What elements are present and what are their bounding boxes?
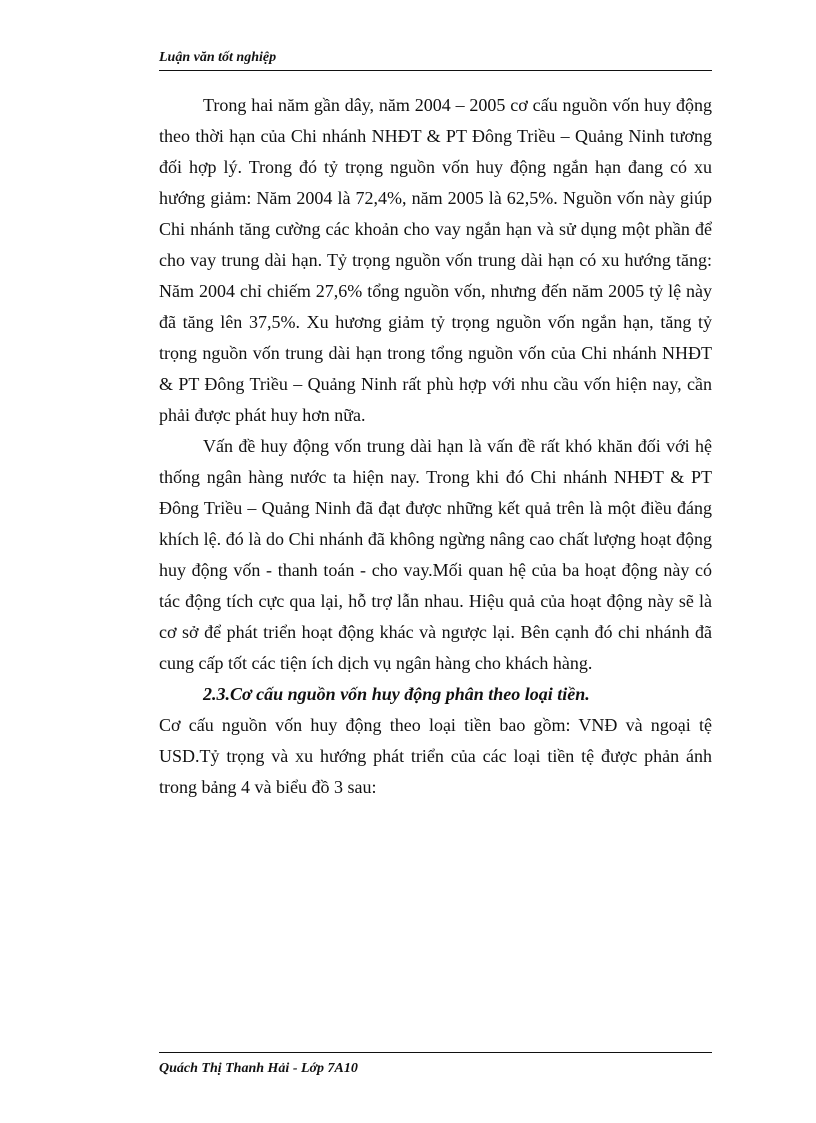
paragraph-1: Trong hai năm gần dây, năm 2004 – 2005 cơ cấu nguồn vốn huy động theo thời hạn của Chi nhánh NHĐT & PT Đông Triều – Quảng Ninh tương đối hợp lý. Trong đó tỷ trọng nguồn vốn huy động ngắn hạn đang có xu hướng giảm: Năm 2004 là 72,4%, năm 2005 là 62,5%. Nguồn vốn này giúp Chi nhánh tăng cường các khoản cho vay ngắn hạn và sử dụng một phần để cho vay trung dài hạn. Tỷ trọng nguồn vốn trung dài hạn có xu hướng tăng: Năm 2004 chỉ chiếm 27,6% tổng nguồn vốn, nhưng đến năm 2005 tỷ lệ này đã tăng lên 37,5%. Xu hương giảm tỷ trọng nguồn vốn ngắn hạn, tăng tỷ trọng nguồn vốn trung dài hạn trong tổng nguồn vốn của Chi nhánh NHĐT & PT Đông Triều – Quảng Ninh rất phù hợp với nhu cầu vốn hiện nay, cần phải được phát huy hơn nữa. [159, 95, 712, 425]
page-header [159, 48, 712, 71]
document-body [159, 90, 712, 803]
header-title: Luận văn tốt nghiệp [159, 50, 277, 65]
footer-author: Quách Thị Thanh Hải - Lớp 7A10 [159, 1061, 358, 1076]
section-heading: 2.3.Cơ cấu nguồn vốn huy động phân theo loại tiền. [203, 684, 590, 704]
paragraph-3: Cơ cấu nguồn vốn huy động theo loại tiền bao gồm: VNĐ và ngoại tệ USD.Tỷ trọng và xu hướng phát triển của các loại tiền tệ được phản ánh trong bảng 4 và biểu đồ 3 sau: [159, 715, 712, 797]
page-footer [159, 1052, 712, 1076]
paragraph-2: Vấn đề huy động vốn trung dài hạn là vấn đề rất khó khăn đối với hệ thống ngân hàng nước ta hiện nay. Trong khi đó Chi nhánh NHĐT & PT Đông Triều – Quảng Ninh đã đạt được những kết quả trên là một điều đáng khích lệ. đó là do Chi nhánh đã không ngừng nâng cao chất lượng hoạt động huy động vốn - thanh toán - cho vay.Mối quan hệ của ba hoạt động này có tác động tích cực qua lại, hỗ trợ lẫn nhau. Hiệu quả của hoạt động này sẽ là cơ sở để phát triển hoạt động khác và ngược lại. Bên cạnh đó chi nhánh đã cung cấp tốt các tiện ích dịch vụ ngân hàng cho khách hàng. [159, 436, 712, 673]
